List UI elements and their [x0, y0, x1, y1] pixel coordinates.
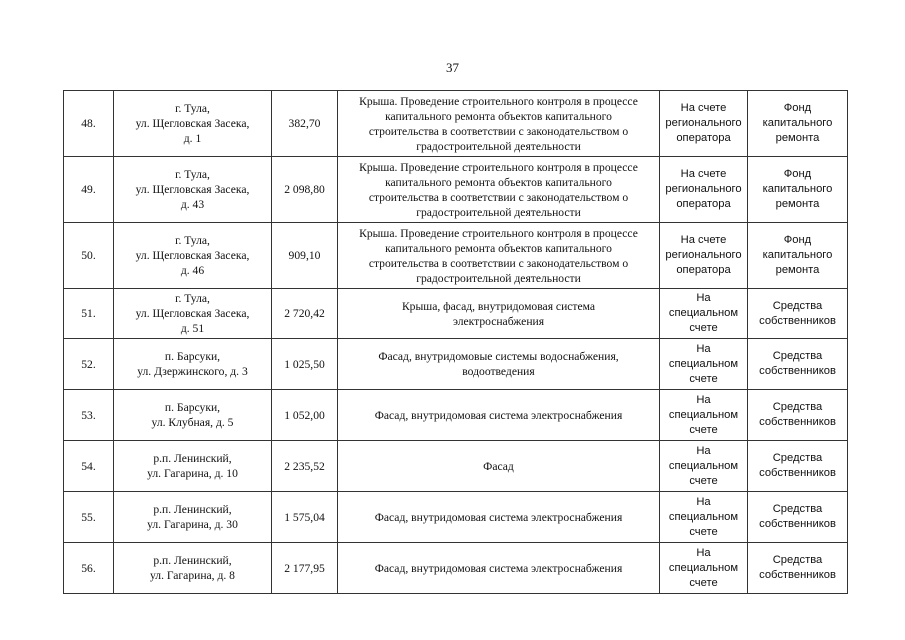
- cell-line: На счете: [680, 234, 727, 246]
- cell-line: капитального: [762, 183, 833, 195]
- address-cell: [114, 223, 272, 289]
- table-row: [64, 91, 848, 157]
- cell-line: г. Тула,: [175, 292, 210, 305]
- cell-line: капитального ремонта объектов капитального: [385, 241, 612, 255]
- account-cell: [660, 157, 748, 223]
- cell-line: Крыша. Проведение строительного контроля в процессе: [359, 160, 638, 174]
- cell-line: специальном: [668, 307, 739, 319]
- funding-source-cell: [748, 91, 848, 157]
- works-cell: [338, 289, 660, 339]
- cell-line: Средства: [772, 350, 823, 362]
- cell-line: р.п. Ленинский,: [153, 503, 232, 516]
- cell-line: р.п. Ленинский,: [153, 554, 232, 567]
- works-cell: [338, 157, 660, 223]
- cell-line: ул. Гагарина, д. 10: [147, 467, 238, 480]
- cell-line: На: [696, 546, 711, 559]
- cell-line: На: [696, 393, 711, 406]
- table-row: [64, 441, 848, 492]
- cell-line: специальном: [668, 408, 739, 421]
- cell-line: ул. Щегловская Засека,: [135, 249, 250, 262]
- cell-line: г. Тула,: [175, 234, 210, 247]
- cell-line: г. Тула,: [175, 168, 210, 181]
- cell-line: Фасад, внутридомовая система электроснабжения: [374, 408, 623, 422]
- area-cell: 2 235,52: [272, 441, 338, 492]
- cell-line: счете: [689, 576, 718, 589]
- cell-line: г. Тула,: [175, 102, 210, 115]
- row-number: 52.: [64, 339, 114, 390]
- cell-line: Фонд: [783, 234, 812, 246]
- cell-line: ремонта: [775, 264, 820, 276]
- cell-line: На: [696, 444, 711, 457]
- row-number: 48.: [64, 91, 114, 157]
- cell-line: д. 43: [180, 198, 205, 211]
- works-cell: [338, 91, 660, 157]
- account-cell: [660, 543, 748, 594]
- account-cell: [660, 91, 748, 157]
- funding-source-cell: [748, 543, 848, 594]
- cell-line: ул. Щегловская Засека,: [135, 183, 250, 196]
- cell-line: Фасад: [483, 459, 514, 473]
- cell-line: оператора: [676, 264, 731, 276]
- funding-source-cell: [748, 223, 848, 289]
- area-cell: 1 575,04: [272, 492, 338, 543]
- cell-line: регионального: [665, 249, 742, 261]
- table-row: [64, 289, 848, 339]
- cell-line: Фонд: [783, 102, 812, 114]
- area-cell: 2 720,42: [272, 289, 338, 339]
- cell-line: Фасад, внутридомовые системы водоснабжения,: [378, 350, 619, 363]
- address-cell: [114, 289, 272, 339]
- cell-line: водоотведения: [462, 365, 535, 378]
- row-number: 55.: [64, 492, 114, 543]
- table-body: [64, 91, 848, 594]
- cell-line: строительства в соответствии с законодательством о: [368, 256, 629, 270]
- cell-line: капитального ремонта объектов капитального: [385, 109, 612, 123]
- area-cell: 1 052,00: [272, 390, 338, 441]
- area-cell: 382,70: [272, 91, 338, 157]
- account-cell: [660, 441, 748, 492]
- cell-line: собственников: [759, 365, 836, 377]
- funding-source-cell: [748, 339, 848, 390]
- cell-line: ремонта: [775, 132, 820, 144]
- cell-line: ул. Гагарина, д. 8: [150, 569, 235, 582]
- cell-line: Фонд: [783, 168, 812, 180]
- cell-line: ул. Щегловская Засека,: [135, 117, 250, 130]
- table-row: [64, 157, 848, 223]
- works-cell: [338, 543, 660, 594]
- area-cell: 909,10: [272, 223, 338, 289]
- cell-line: оператора: [676, 132, 731, 144]
- cell-line: На счете: [680, 102, 727, 114]
- cell-line: счете: [689, 474, 718, 487]
- cell-line: специальном: [668, 357, 739, 370]
- cell-line: счете: [689, 423, 718, 436]
- cell-line: д. 51: [180, 322, 205, 335]
- account-cell: [660, 289, 748, 339]
- table-row: [64, 492, 848, 543]
- works-cell: [338, 492, 660, 543]
- cell-line: Средства: [772, 503, 823, 515]
- area-cell: 1 025,50: [272, 339, 338, 390]
- row-number: 51.: [64, 289, 114, 339]
- cell-line: регионального: [665, 183, 742, 195]
- area-cell: 2 177,95: [272, 543, 338, 594]
- cell-line: Средства: [772, 554, 823, 566]
- table-row: [64, 390, 848, 441]
- cell-line: капитального ремонта объектов капитального: [385, 175, 612, 189]
- cell-line: строительства в соответствии с законодательством о: [368, 190, 629, 204]
- address-cell: [114, 157, 272, 223]
- cell-line: Средства: [772, 401, 823, 413]
- cell-line: собственников: [759, 416, 836, 428]
- cell-line: На счете: [680, 168, 727, 180]
- cell-line: счете: [689, 525, 718, 538]
- row-number: 53.: [64, 390, 114, 441]
- row-number: 50.: [64, 223, 114, 289]
- address-cell: [114, 339, 272, 390]
- cell-line: п. Барсуки,: [164, 350, 221, 363]
- cell-line: капитального: [762, 249, 833, 261]
- cell-line: д. 46: [180, 264, 205, 277]
- cell-line: Фасад, внутридомовая система электроснабжения: [374, 561, 623, 575]
- row-number: 54.: [64, 441, 114, 492]
- cell-line: Крыша. Проведение строительного контроля в процессе: [359, 94, 638, 108]
- cell-line: ремонта: [775, 198, 820, 210]
- cell-line: Средства: [772, 299, 823, 312]
- address-cell: [114, 492, 272, 543]
- cell-line: градостроительной деятельности: [416, 271, 581, 285]
- cell-line: Средства: [772, 452, 823, 464]
- cell-line: Фасад, внутридомовая система электроснабжения: [374, 510, 623, 524]
- address-cell: [114, 91, 272, 157]
- works-cell: [338, 441, 660, 492]
- cell-line: На: [696, 495, 711, 508]
- cell-line: собственников: [759, 467, 836, 479]
- table-row: [64, 339, 848, 390]
- cell-line: специальном: [668, 510, 739, 523]
- row-number: 56.: [64, 543, 114, 594]
- area-cell: 2 098,80: [272, 157, 338, 223]
- funding-source-cell: [748, 492, 848, 543]
- cell-line: ул. Щегловская Засека,: [135, 307, 250, 320]
- account-cell: [660, 492, 748, 543]
- cell-line: ул. Клубная, д. 5: [151, 416, 234, 429]
- cell-line: счете: [689, 322, 718, 334]
- funding-source-cell: [748, 157, 848, 223]
- cell-line: градостроительной деятельности: [416, 139, 581, 153]
- cell-line: На: [696, 342, 711, 355]
- cell-line: Крыша, фасад, внутридомовая система: [401, 299, 596, 313]
- cell-line: д. 1: [183, 132, 202, 145]
- cell-line: ул. Гагарина, д. 30: [147, 518, 238, 531]
- works-cell: [338, 223, 660, 289]
- cell-line: собственников: [759, 569, 836, 581]
- account-cell: [660, 339, 748, 390]
- cell-line: собственников: [759, 314, 836, 327]
- cell-line: р.п. Ленинский,: [153, 452, 232, 465]
- works-cell: [338, 390, 660, 441]
- funding-source-cell: [748, 441, 848, 492]
- table-row: [64, 223, 848, 289]
- funding-source-cell: [748, 289, 848, 339]
- row-number: 49.: [64, 157, 114, 223]
- cell-line: оператора: [676, 198, 731, 210]
- cell-line: электроснабжения: [452, 314, 545, 328]
- cell-line: строительства в соответствии с законодательством о: [368, 124, 629, 138]
- address-cell: [114, 543, 272, 594]
- capital-repair-table: [63, 90, 848, 594]
- cell-line: На: [696, 292, 711, 304]
- cell-line: градостроительной деятельности: [416, 205, 581, 219]
- address-cell: [114, 441, 272, 492]
- account-cell: [660, 390, 748, 441]
- page-number: 37: [446, 60, 459, 75]
- cell-line: специальном: [668, 561, 739, 574]
- works-cell: [338, 339, 660, 390]
- cell-line: п. Барсуки,: [164, 401, 221, 414]
- cell-line: капитального: [762, 117, 833, 129]
- cell-line: специальном: [668, 459, 739, 472]
- cell-line: регионального: [665, 117, 742, 129]
- funding-source-cell: [748, 390, 848, 441]
- cell-line: ул. Дзержинского, д. 3: [137, 365, 248, 378]
- cell-line: счете: [689, 372, 718, 385]
- address-cell: [114, 390, 272, 441]
- cell-line: Крыша. Проведение строительного контроля в процессе: [359, 226, 638, 240]
- account-cell: [660, 223, 748, 289]
- table-row: [64, 543, 848, 594]
- cell-line: собственников: [759, 518, 836, 530]
